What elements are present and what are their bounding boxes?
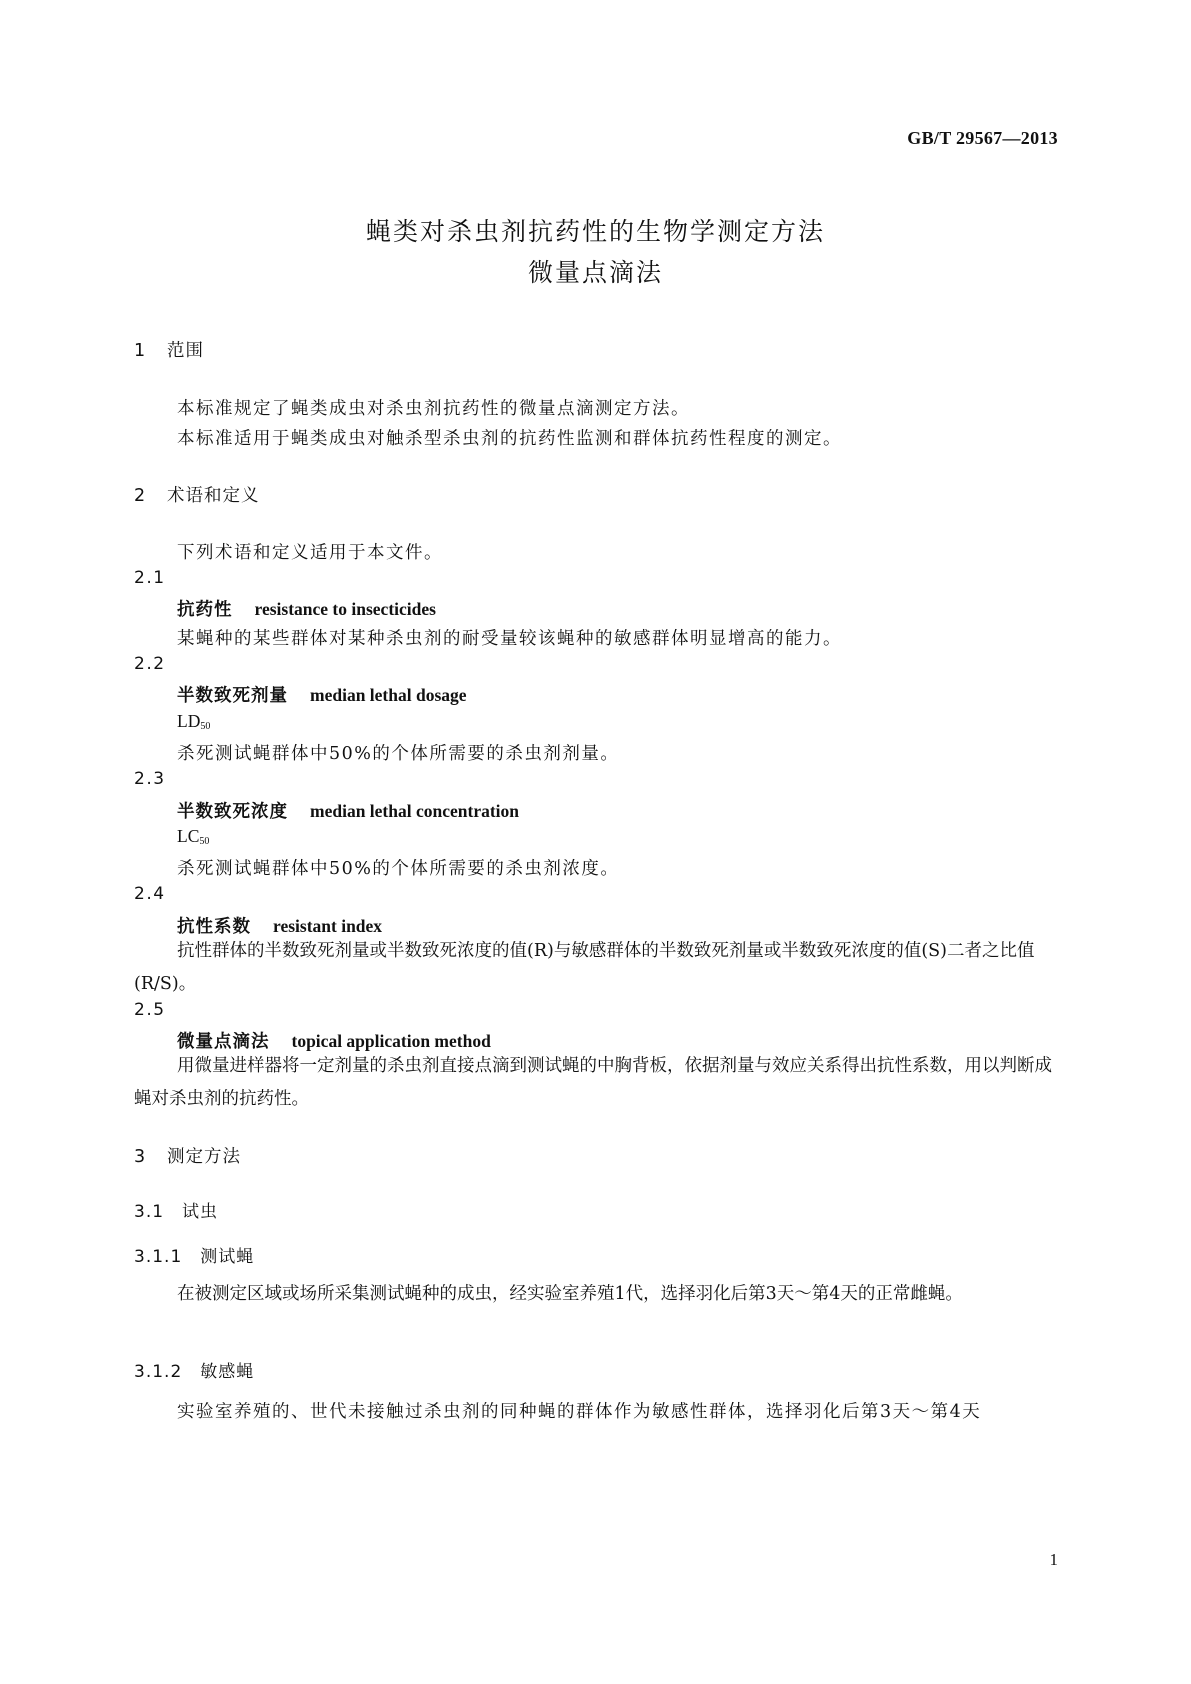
section-number: 2 <box>134 486 147 506</box>
term-definition: 杀死测试蝇群体中50%的个体所需要的杀虫剂浓度。 <box>177 859 620 879</box>
subsection-3-1-2-heading: 3.1.2 敏感蝇 <box>134 1362 255 1382</box>
term-english: resistance to insecticides <box>254 599 436 619</box>
term-definition: 抗性群体的半数致死剂量或半数致死浓度的值(R)与敏感群体的半数致死剂量或半数致死浓度的值(S)二者之比值(R/S)。 <box>134 941 1035 994</box>
subsection-3-1-heading: 3.1 试虫 <box>134 1202 219 1222</box>
term-chinese: 微量点滴法 <box>177 1032 270 1052</box>
term-chinese: 抗药性 <box>177 600 233 620</box>
term-number: 2.1 <box>134 568 166 588</box>
term-chinese: 半数致死浓度 <box>177 802 288 822</box>
subsection-3-1-1-heading: 3.1.1 测试蝇 <box>134 1247 255 1267</box>
section-number: 1 <box>134 341 147 361</box>
term-heading <box>177 682 467 707</box>
term-english: median lethal dosage <box>310 685 467 705</box>
section-3-heading <box>134 1143 241 1168</box>
document-title: 蝇类对杀虫剂抗药性的生物学测定方法 <box>365 217 825 246</box>
term-heading <box>177 596 436 621</box>
term-symbol: $LD_{50}$ <box>177 711 211 732</box>
term-number: 2.4 <box>134 884 166 904</box>
term-english: topical application method <box>291 1031 491 1051</box>
section-2-heading <box>134 482 260 507</box>
term-chinese: 半数致死剂量 <box>177 686 288 706</box>
paragraph: 实验室养殖的、世代未接触过杀虫剂的同种蝇的群体作为敏感性群体，选择羽化后第3天～第4天 <box>177 1402 982 1422</box>
term-definition: 杀死测试蝇群体中50%的个体所需要的杀虫剂剂量。 <box>177 744 620 764</box>
section-number: 3 <box>134 1147 147 1167</box>
page-number: 1 <box>1049 1550 1058 1569</box>
term-english: median lethal concentration <box>310 801 520 821</box>
section-title: 术语和定义 <box>167 486 260 506</box>
term-symbol: $LC_{50}$ <box>177 826 210 847</box>
paragraph: 在被测定区域或场所采集测试蝇种的成虫，经实验室养殖1代，选择羽化后第3天～第4天的正常雌蝇。 <box>177 1284 963 1304</box>
term-definition: 用微量进样器将一定剂量的杀虫剂直接点滴到测试蝇的中胸背板，依据剂量与效应关系得出抗性系数，用以判断成蝇对杀虫剂的抗药性。 <box>134 1056 1052 1109</box>
term-number: 2.5 <box>134 1000 166 1020</box>
term-number: 2.3 <box>134 769 166 789</box>
term-chinese: 抗性系数 <box>177 917 251 937</box>
term-number: 2.2 <box>134 654 166 674</box>
term-definition: 某蝇种的某些群体对某种杀虫剂的耐受量较该蝇种的敏感群体明显增高的能力。 <box>177 629 842 649</box>
document-subtitle: 微量点滴法 <box>527 258 663 287</box>
paragraph: 下列术语和定义适用于本文件。 <box>177 543 443 563</box>
term-heading <box>177 798 519 823</box>
term-english: resistant index <box>273 916 383 936</box>
standard-number: GB/T 29567—2013 <box>907 128 1058 148</box>
section-1-heading <box>134 337 204 362</box>
paragraph: 本标准规定了蝇类成虫对杀虫剂抗药性的微量点滴测定方法。 <box>177 399 690 419</box>
section-title: 范围 <box>167 341 204 361</box>
paragraph: 本标准适用于蝇类成虫对触杀型杀虫剂的抗药性监测和群体抗药性程度的测定。 <box>177 429 842 449</box>
section-title: 测定方法 <box>167 1147 241 1167</box>
